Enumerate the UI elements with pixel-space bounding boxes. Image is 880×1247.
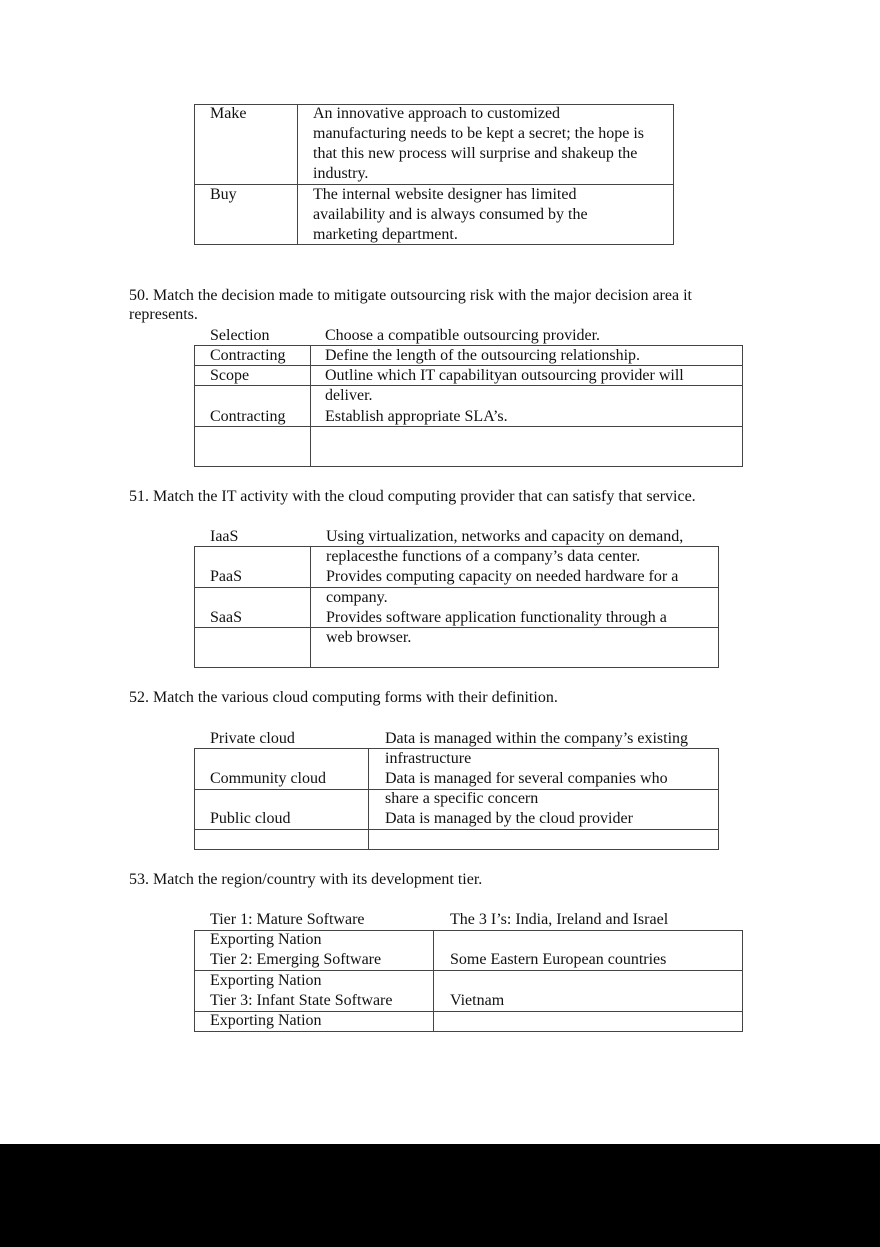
- table-divider: [310, 546, 311, 668]
- table-divider: [368, 748, 369, 850]
- question-50-text: represents.: [129, 306, 198, 323]
- row-text: The internal website designer has limited: [313, 186, 577, 203]
- table-row-line: [194, 829, 719, 830]
- match-label: IaaS: [210, 528, 239, 545]
- row-text: An innovative approach to customized: [313, 105, 561, 122]
- row-text: manufacturing needs to be kept a secret; the hope is: [313, 125, 644, 142]
- match-label: Contracting: [210, 347, 286, 364]
- match-definition: Data is managed by the cloud provider: [385, 810, 633, 827]
- match-label: Community cloud: [210, 770, 326, 787]
- match-definition: Establish appropriate SLA’s.: [325, 408, 508, 425]
- match-definition: Define the length of the outsourcing relationship.: [325, 347, 641, 364]
- table-divider: [310, 345, 311, 467]
- match-label: Exporting Nation: [210, 972, 322, 989]
- match-definition: infrastructure: [385, 750, 472, 767]
- match-definition: Outline which IT capabilityan outsourcing provider will: [325, 367, 684, 384]
- row-text: marketing department.: [313, 226, 458, 243]
- match-label: Tier 2: Emerging Software: [210, 951, 382, 968]
- match-definition: company.: [326, 589, 388, 606]
- match-label: Exporting Nation: [210, 931, 322, 948]
- match-definition: web browser.: [326, 629, 412, 646]
- row-label-buy: Buy: [210, 186, 237, 203]
- row-label-make: Make: [210, 105, 247, 122]
- row-text: industry.: [313, 165, 369, 182]
- match-definition: Provides software application functionality through a: [326, 609, 667, 626]
- match-definition: Data is managed within the company’s existing: [385, 730, 689, 747]
- question-53-text: 53. Match the region/country with its development tier.: [129, 871, 483, 888]
- match-label: Tier 3: Infant State Software: [210, 992, 393, 1009]
- question-51-text: 51. Match the IT activity with the cloud computing provider that can satisfy that service.: [129, 488, 696, 505]
- match-label: Public cloud: [210, 810, 291, 827]
- match-definition: Data is managed for several companies who: [385, 770, 668, 787]
- match-label: Tier 1: Mature Software: [210, 911, 365, 928]
- match-label: PaaS: [210, 568, 242, 585]
- question-52-text: 52. Match the various cloud computing forms with their definition.: [129, 689, 558, 706]
- match-definition: Using virtualization, networks and capacity on demand,: [326, 528, 684, 545]
- match-definition: Choose a compatible outsourcing provider.: [325, 327, 601, 344]
- table-divider: [297, 104, 298, 245]
- table-row-line: [194, 587, 719, 588]
- match-definition: replacesthe functions of a company’s data center.: [326, 548, 641, 565]
- match-definition: Vietnam: [450, 992, 505, 1009]
- match-label: SaaS: [210, 609, 242, 626]
- match-label: Selection: [210, 327, 270, 344]
- row-text: that this new process will surprise and shakeup the: [313, 145, 638, 162]
- match-label: Contracting: [210, 408, 286, 425]
- match-label: Exporting Nation: [210, 1012, 322, 1029]
- match-definition: share a specific concern: [385, 790, 539, 807]
- bottom-black-band: [0, 1144, 880, 1247]
- match-label: Scope: [210, 367, 250, 384]
- row-text: availability and is always consumed by the: [313, 206, 588, 223]
- table-divider: [433, 930, 434, 1032]
- question-50-text: 50. Match the decision made to mitigate outsourcing risk with the major decision area it: [129, 287, 692, 304]
- match-definition: The 3 I’s: India, Ireland and Israel: [450, 911, 669, 928]
- match-definition: deliver.: [325, 387, 373, 404]
- match-definition: Provides computing capacity on needed hardware for a: [326, 568, 679, 585]
- match-label: Private cloud: [210, 730, 295, 747]
- match-definition: Some Eastern European countries: [450, 951, 667, 968]
